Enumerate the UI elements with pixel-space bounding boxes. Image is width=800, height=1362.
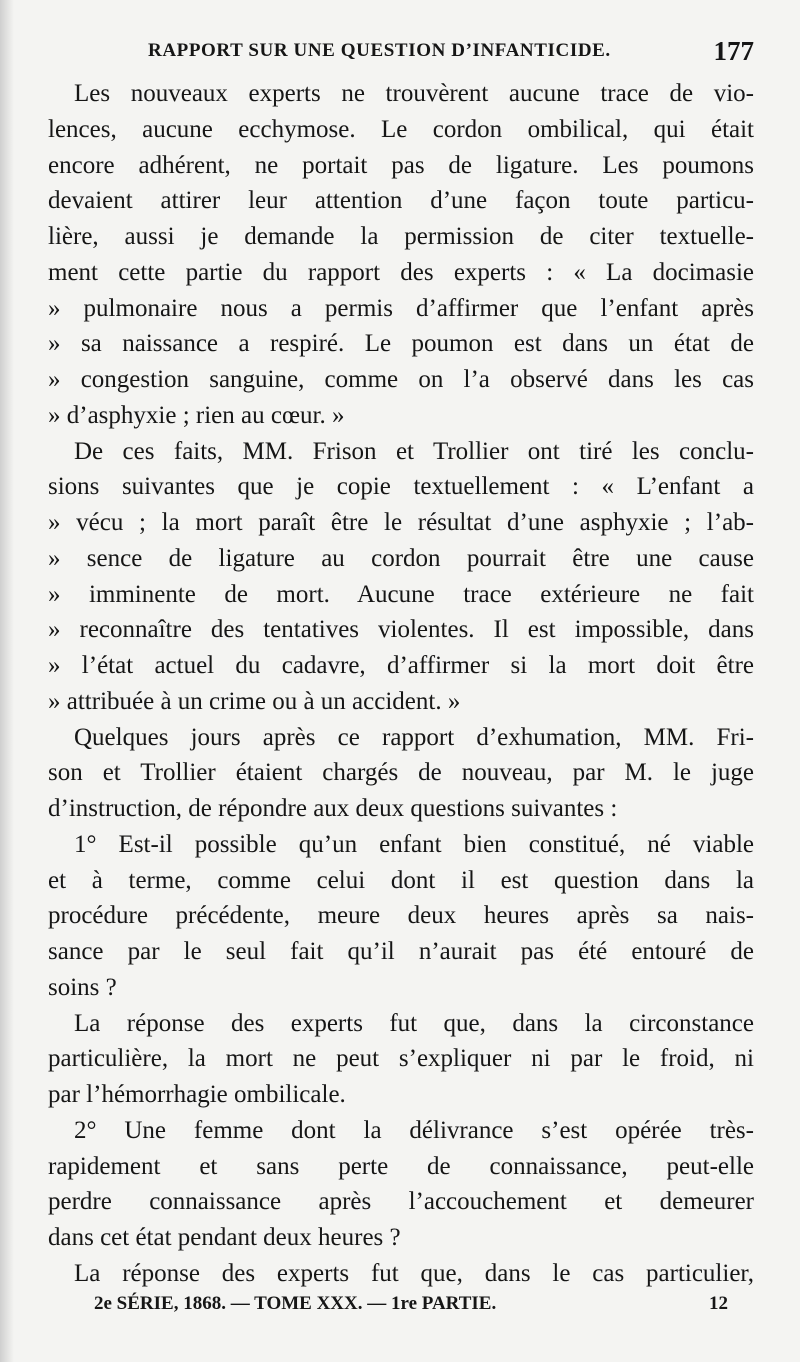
text-line: 2° Une femme dont la délivrance s’est opérée très- <box>74 1116 754 1144</box>
text-line: par l’hémorrhagie ombilicale. <box>48 1081 346 1108</box>
text-line: Les nouveaux experts ne trouvèrent aucune trace de vio- <box>74 80 754 107</box>
text-line: son et Trollier étaient chargés de nouveau, par M. le juge <box>48 759 754 787</box>
page-footer <box>48 1293 754 1323</box>
text-line: dans cet état pendant deux heures ? <box>48 1224 401 1251</box>
text-line: La réponse des experts fut que, dans la circonstance <box>74 1009 754 1037</box>
text-line: ment cette partie du rapport des experts : « La docimasie <box>48 258 754 286</box>
page-header <box>48 36 754 66</box>
running-head: RAPPORT SUR UNE QUESTION D’INFANTICIDE. <box>148 40 611 61</box>
text-line: sions suivantes que je copie textuellement : « L’enfant a <box>48 473 754 501</box>
text-line: 1° Est-il possible qu’un enfant bien constitué, né viable <box>74 830 754 858</box>
body-text <box>48 76 754 1292</box>
text-line: soins ? <box>48 973 117 1001</box>
page-number: 177 <box>713 36 754 66</box>
text-line: » congestion sanguine, comme on l’a observé dans les cas <box>48 366 754 393</box>
text-line: De ces faits, MM. Frison et Trollier ont tiré les conclu- <box>74 437 754 465</box>
text-line: » pulmonaire nous a permis d’affirmer que l’enfant après <box>48 294 754 322</box>
text-line: » l’état actuel du cadavre, d’affirmer si la mort doit être <box>48 652 754 679</box>
text-line: » sa naissance a respiré. Le poumon est dans un état de <box>48 330 754 358</box>
text-line: La réponse des experts fut que, dans le cas particulier, <box>74 1259 754 1287</box>
text-line: » vécu ; la mort paraît être le résultat d’une asphyxie ; l’ab- <box>48 509 754 536</box>
text-line: » imminente de mort. Aucune trace extérieure ne fait <box>48 580 754 608</box>
text-line: » attribuée à un crime ou à un accident. » <box>48 687 461 715</box>
footer-signature: 2e SÉRIE, 1868. — TOME XXX. — 1re PARTIE. <box>94 1293 497 1314</box>
text-line: Quelques jours après ce rapport d’exhumation, MM. Fri- <box>74 723 754 751</box>
text-line: lière, aussi je demande la permission de citer textuelle- <box>48 223 754 250</box>
text-line: » sence de ligature au cordon pourrait être une cause <box>48 544 754 572</box>
text-line: lences, aucune ecchymose. Le cordon ombilical, qui était <box>48 115 754 143</box>
text-line: encore adhérent, ne portait pas de ligature. Les poumons <box>48 151 754 179</box>
text-line: procédure précédente, meure deux heures après sa nais- <box>48 902 754 930</box>
text-line: perdre connaissance après l’accouchement et demeurer <box>48 1188 754 1216</box>
text-line: sance par le seul fait qu’il n’aurait pas été entouré de <box>48 938 754 965</box>
page-gutter-shadow <box>0 0 14 1362</box>
text-line: » reconnaître des tentatives violentes. Il est impossible, dans <box>48 616 754 644</box>
text-line: particulière, la mort ne peut s’expliquer ni par le froid, ni <box>48 1045 754 1073</box>
text-line: » d’asphyxie ; rien au cœur. » <box>48 401 345 429</box>
text-line: d’instruction, de répondre aux deux questions suivantes : <box>48 795 618 822</box>
text-line: rapidement et sans perte de connaissance, peut-elle <box>48 1152 754 1180</box>
text-line: devaient attirer leur attention d’une façon toute particu- <box>48 187 754 215</box>
sheet-number: 12 <box>709 1293 728 1314</box>
text-line: et à terme, comme celui dont il est question dans la <box>48 866 754 894</box>
